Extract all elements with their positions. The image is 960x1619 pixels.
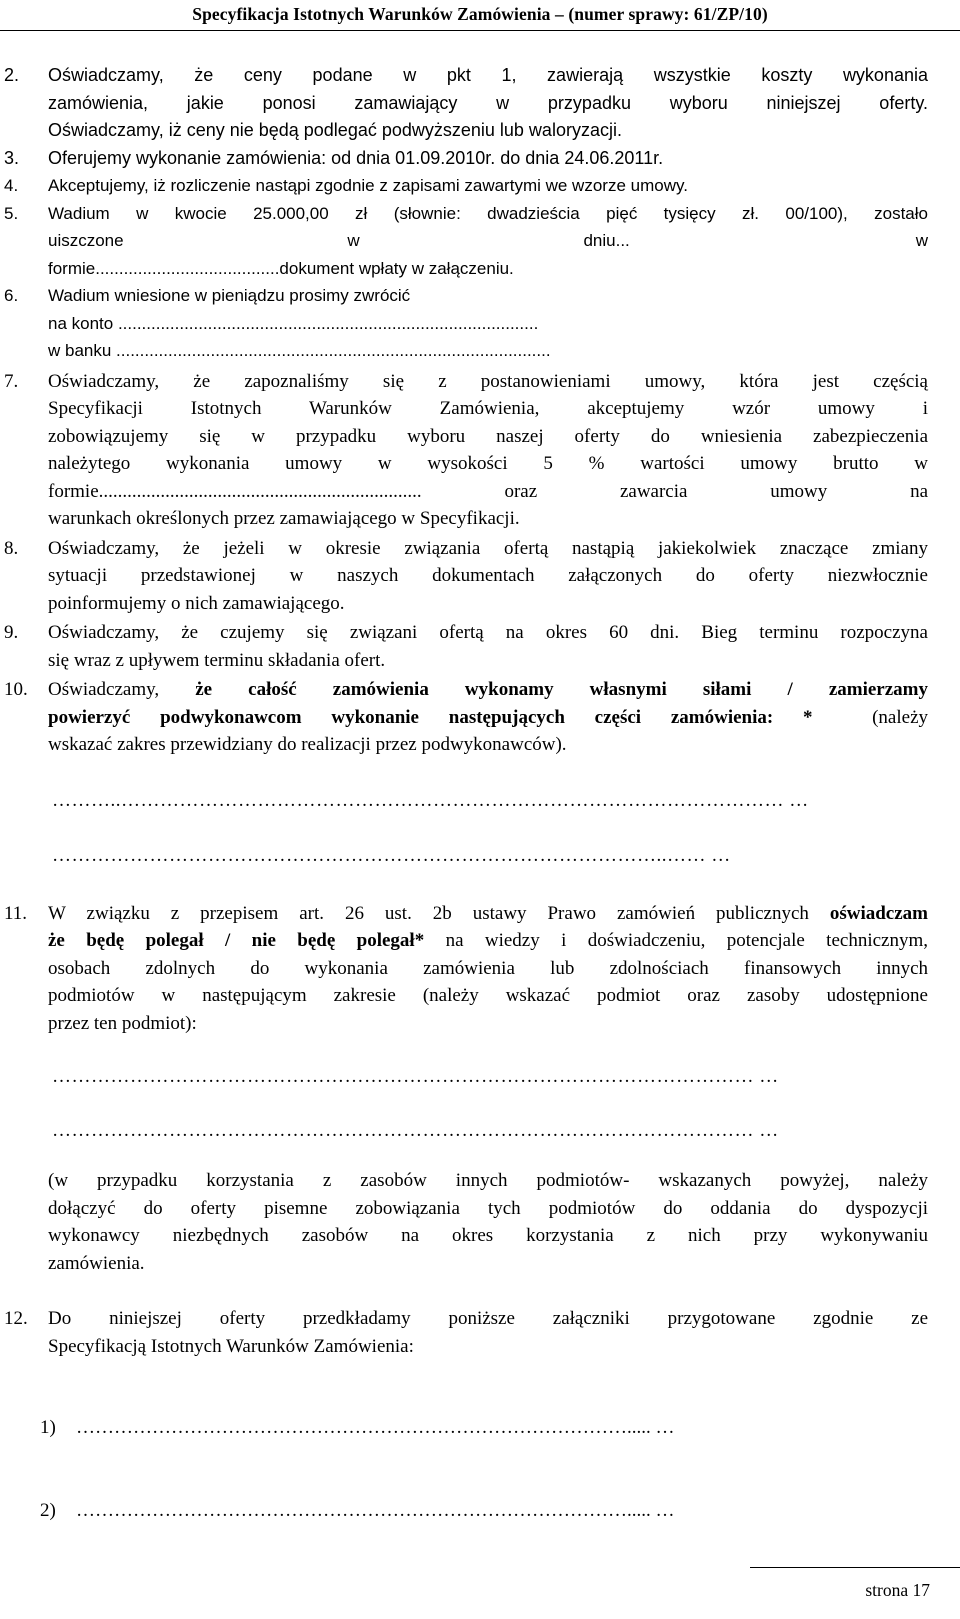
item-12 — [4, 1305, 928, 1524]
attachment-field: ……………………………………………………………………………..... … — [76, 1499, 675, 1521]
note-line: wykonawcy niezbędnych zasobów na okres korzystania z nich przy wykonywaniu — [48, 1225, 928, 1246]
item-text-line: podmiotów w następującym zakresie (należy wskazać podmiot oraz zasoby udostępnione — [48, 985, 928, 1006]
item-text-line: uiszczone w dniu... w — [48, 231, 928, 250]
attachment-number: 1) — [40, 1417, 56, 1438]
item-text-line: osobach zdolnych do wykonania zamówienia lub zdolnościach finansowych innych — [48, 957, 928, 979]
item-text: (należy — [872, 706, 928, 728]
item-number: 11. — [4, 902, 28, 924]
item-text-line: Do niniejszej oferty przedkładamy poniższe załączniki przygotowane zgodnie ze — [48, 1308, 928, 1329]
item-2 — [4, 62, 928, 145]
item-text-line: przez ten podmiot): — [48, 1012, 197, 1034]
item-6 — [4, 282, 928, 365]
item-number: 9. — [4, 622, 19, 643]
item-number: 4. — [4, 176, 19, 195]
item-text-bold: oświadczam — [829, 902, 928, 924]
item-text-line: zobowiązujemy się w przypadku wyboru naszej oferty do wniesienia zabezpieczenia — [48, 425, 928, 447]
item-text-line: Akceptujemy, iż rozliczenie nastąpi zgodnie z zapisami zawartymi we wzorze umowy. — [48, 176, 688, 195]
item-text: Oświadczamy, — [48, 679, 196, 700]
item-text-line: Wadium wniesione w pieniądzu prosimy zwrócić — [48, 286, 411, 305]
item-3 — [4, 145, 928, 173]
item-8 — [4, 535, 928, 618]
item-text-bold: że całość zamówienia wykonamy własnymi siłami / zamierzamy — [195, 679, 928, 700]
item-number: 2. — [4, 65, 20, 85]
item-text-line — [48, 927, 928, 955]
item-text-line — [48, 676, 928, 704]
item-text-line: Oświadczamy, że ceny podane w pkt 1, zawierają wszystkie koszty wykonania — [48, 65, 928, 85]
item-7 — [4, 368, 928, 533]
item-text-line: Oferujemy wykonanie zamówienia: od dnia 01.09.2010r. do dnia 24.06.2011r. — [48, 147, 664, 168]
item-text-line: Oświadczamy, że jeżeli w okresie związania ofertą nastąpią jakiekolwiek znaczące zmiany — [48, 537, 928, 559]
note-block — [48, 1167, 928, 1277]
item-number: 5. — [4, 203, 19, 223]
item-number: 12. — [4, 1308, 28, 1329]
item-text-line: zamówienia, jakie ponosi zamawiający w przypadku wyboru niniejszej oferty. — [48, 92, 928, 113]
item-10 — [4, 676, 928, 870]
item-text-line: Specyfikacji Istotnych Warunków Zamówienia, akceptujemy wzór umowy i — [48, 398, 928, 419]
item-11 — [4, 900, 928, 1278]
page-number: strona 17 — [865, 1580, 930, 1600]
item-text-line: Oświadczamy, że zapoznaliśmy się z postanowieniami umowy, która jest częścią — [48, 370, 928, 392]
attachment-1 — [40, 1414, 928, 1442]
item-number: 10. — [4, 679, 28, 700]
item-text-bold: że będę polegał / nie będę polegał* — [48, 930, 425, 951]
bank-name-field: w banku ............................................................................................ — [48, 341, 551, 360]
attachment-2 — [40, 1497, 928, 1525]
item-text-line: Wadium w kwocie 25.000,00 zł (słownie: dwadzieścia pięć tysięcy zł. 00/100), zostało — [48, 203, 928, 223]
item-text-line — [48, 900, 928, 928]
item-text: na wiedzy i doświadczeniu, potencjale technicznym, — [424, 930, 928, 951]
item-9 — [4, 619, 928, 674]
document-body — [4, 62, 928, 1524]
item-text-line: wskazać zakres przewidziany do realizacji przez podwykonawców). — [48, 734, 567, 755]
attachment-number: 2) — [40, 1499, 56, 1521]
item-text-bold: powierzyć podwykonawcom wykonanie następujących części zamówienia: * — [48, 706, 813, 728]
item-text-line: poinformujemy o nich zamawiającego. — [48, 592, 345, 614]
resource-provider-field: ……………………………………………………………………………………………… … — [52, 1066, 779, 1087]
subcontract-scope-field: …………………………………………………………………………………..…… … — [52, 845, 731, 866]
item-text-line: formie.................................................................... oraz zawarcia umowy na — [48, 480, 928, 502]
item-text-line: Specyfikacją Istotnych Warunków Zamówienia: — [48, 1335, 414, 1357]
item-number: 8. — [4, 537, 19, 559]
item-5 — [4, 200, 928, 283]
item-text: W związku z przepisem art. 26 ust. 2b ustawy Prawo zamówień publicznych — [48, 902, 830, 924]
item-number: 3. — [4, 147, 20, 168]
item-number: 7. — [4, 370, 19, 392]
item-text-line: Oświadczamy, że czujemy się związani ofertą na okres 60 dni. Bieg terminu rozpoczyna — [48, 622, 928, 643]
item-4 — [4, 172, 928, 200]
header-rule — [0, 30, 960, 31]
footer-rule — [750, 1567, 960, 1568]
item-text-line — [48, 704, 928, 732]
note-line: dołączyć do oferty pisemne zobowiązania tych podmiotów do oddania do dyspozycji — [48, 1197, 928, 1219]
page-header: Specyfikacja Istotnych Warunków Zamówienia – (numer sprawy: 61/ZP/10) — [192, 4, 768, 24]
note-line: zamówienia. — [48, 1252, 145, 1274]
account-number-field: na konto ......................................................................................... — [48, 313, 539, 333]
note-line: (w przypadku korzystania z zasobów innych podmiotów- wskazanych powyżej, należy — [48, 1170, 928, 1191]
item-text-line: warunkach określonych przez zamawiającego w Specyfikacji. — [48, 508, 520, 529]
item-text-line: Oświadczamy, iż ceny nie będą podlegać podwyższeniu lub waloryzacji. — [48, 120, 622, 140]
item-text-line: sytuacji przedstawionej w naszych dokumentach załączonych do oferty niezwłocznie — [48, 565, 928, 586]
subcontract-scope-field: ………..………………………………………………………………………………………… … — [52, 789, 809, 811]
item-text-line: się wraz z upływem terminu składania ofert. — [48, 649, 386, 671]
item-text-line: formie.......................................dokument wpłaty w załączeniu. — [48, 258, 514, 278]
attachment-field: ……………………………………………………………………………..... … — [76, 1417, 675, 1438]
item-number: 6. — [4, 286, 19, 305]
resource-provider-field: ……………………………………………………………………………………………… … — [52, 1119, 779, 1141]
item-text-line: należytego wykonania umowy w wysokości 5 % wartości umowy brutto w — [48, 453, 928, 474]
